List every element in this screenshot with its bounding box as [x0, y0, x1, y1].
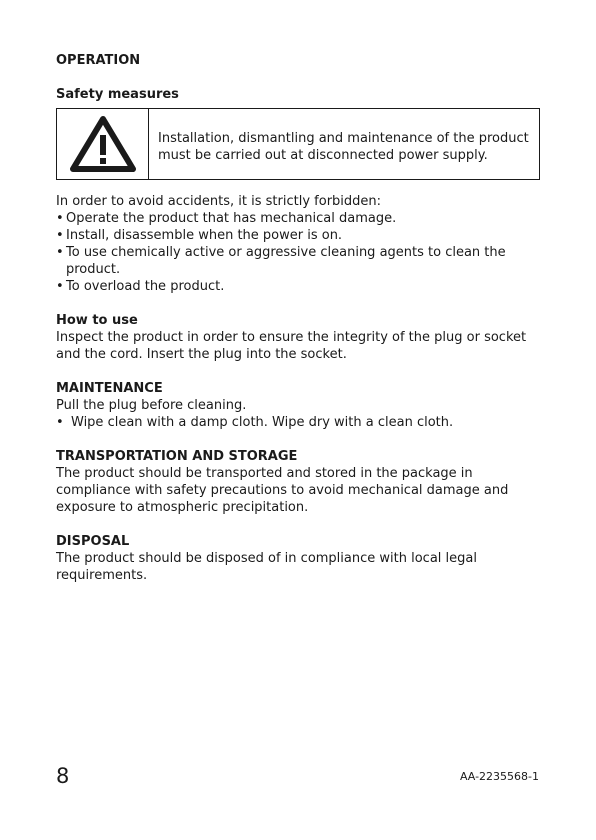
list-item: • Install, disassemble when the power is on. [56, 228, 343, 243]
forbidden-list [56, 210, 540, 295]
warning-icon-cell [57, 109, 149, 179]
section-heading-operation: OPERATION [56, 53, 141, 68]
transport-text: The product should be transported and stored in the package in compliance with safety precautions to avoid mechanical damage and exposure to atmospheric precipitation. [56, 466, 509, 515]
section-heading-transportation-storage: TRANSPORTATION AND STORAGE [56, 449, 298, 464]
list-item: • To use chemically active or aggressive cleaning agents to clean the product. [56, 245, 506, 277]
page-content [56, 52, 540, 584]
page-number: 8 [56, 764, 70, 788]
warning-text: Installation, dismantling and maintenance of the product must be carried out at disconnected power supply. [158, 131, 529, 163]
document-code: AA-2235568-1 [459, 770, 539, 783]
maintenance-text: Pull the plug before cleaning. [56, 398, 247, 413]
subheading-safety-measures: Safety measures [56, 87, 179, 102]
warning-triangle-icon [69, 115, 137, 173]
list-item: • To overload the product. [56, 279, 225, 294]
section-heading-maintenance: MAINTENANCE [56, 381, 163, 396]
list-item: • Operate the product that has mechanical damage. [56, 211, 397, 226]
how-to-use-text: Inspect the product in order to ensure the integrity of the plug or socket and the cord. Insert the plug into the socket. [56, 330, 527, 362]
section-heading-disposal: DISPOSAL [56, 534, 130, 549]
safety-warning-box [56, 108, 540, 180]
maintenance-list [56, 414, 540, 431]
subheading-how-to-use: How to use [56, 313, 138, 328]
list-item: • Wipe clean with a damp cloth. Wipe dry with a clean cloth. [56, 415, 454, 430]
forbidden-intro: In order to avoid accidents, it is strictly forbidden: [56, 194, 382, 209]
disposal-text: The product should be disposed of in compliance with local legal requirements. [56, 551, 477, 583]
